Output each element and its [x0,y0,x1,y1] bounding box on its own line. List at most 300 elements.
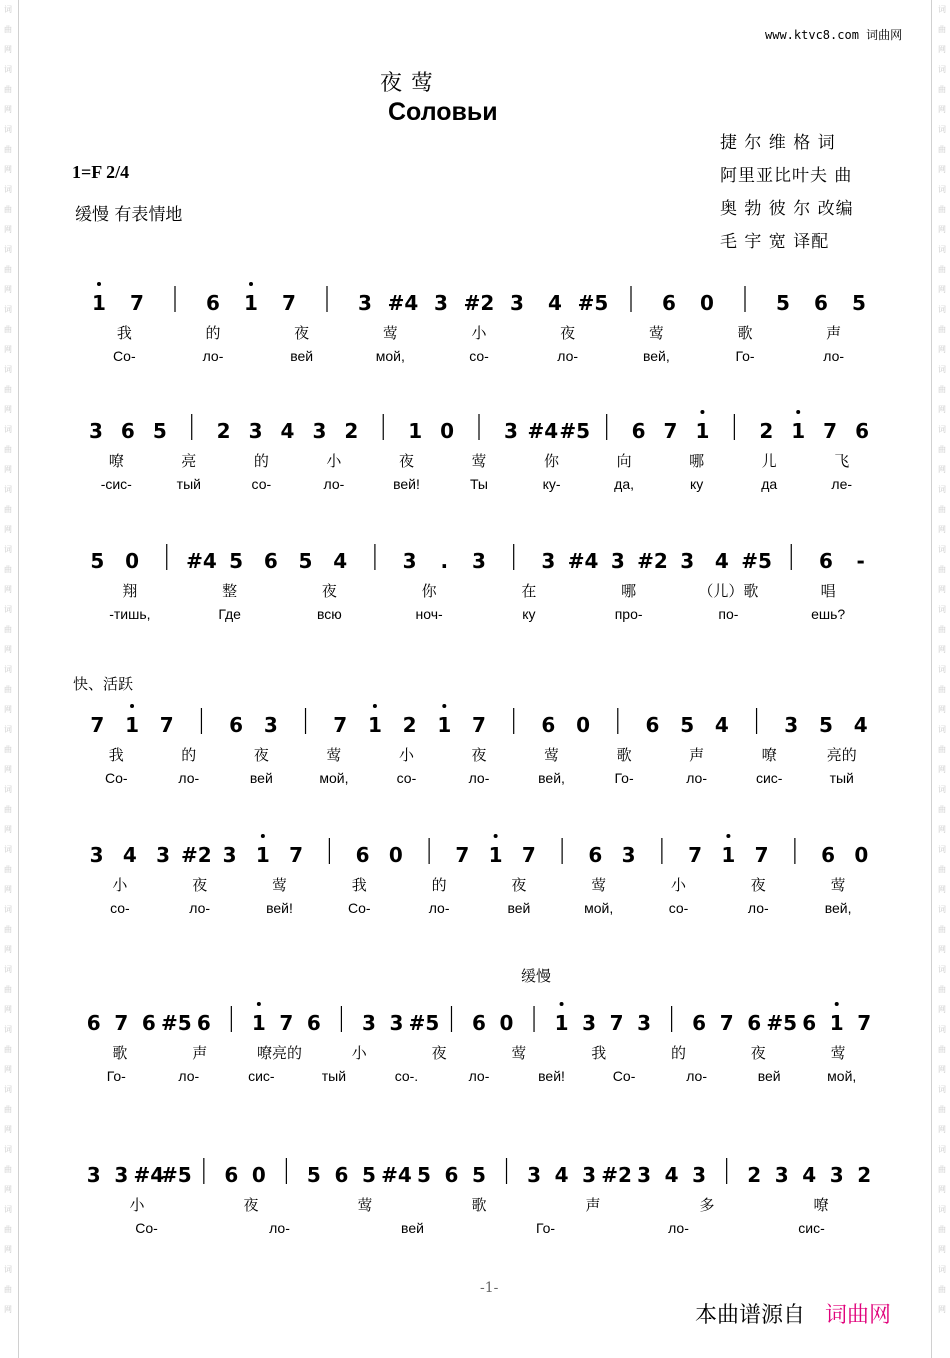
lyric-ru: ло- [178,1068,200,1084]
note: #5 [741,549,772,573]
octave-dot [249,282,253,286]
lyric-ru: ло- [189,900,211,916]
tempo-fast: 快、活跃 [73,675,134,693]
lyric-cn: 声 [585,1196,601,1214]
lyric-ru: Со- [612,1068,636,1084]
lyric-ru: ло- [178,770,200,786]
octave-dot [835,1002,839,1006]
lyric-ru: ло- [468,1068,490,1084]
note: #4 [381,1163,412,1187]
note: #5 [559,419,591,443]
lyric-ru: вей [290,348,314,364]
note: 7 [754,843,769,867]
lyric-ru: Со- [135,1220,158,1236]
octave-dot [796,410,800,414]
lyric-cn: 你 [421,582,437,600]
lyric-ru: мой, [827,1068,857,1084]
octave-dot [726,834,730,838]
note: 4 [853,713,868,737]
lyric-cn: 夜 [294,324,310,342]
lyric-ru: да, [614,476,635,492]
octave-dot [373,704,377,708]
lyric-ru: Ты [470,476,488,492]
note: 3 [692,1163,707,1187]
lyric-ru: ло- [747,900,769,916]
lyric-ru: ло- [323,476,345,492]
key-signature: 1=F 2/4 [72,162,130,182]
lyric-cn: 歌 [112,1044,128,1062]
lyric-ru: ло- [468,770,490,786]
lyric-cn: 向 [616,452,632,470]
note: 7 [279,1011,294,1035]
lyric-ru: вей [507,900,531,916]
lyric-cn: 嘹 [813,1196,829,1214]
note: #2 [463,291,495,315]
note: 7 [719,1011,734,1035]
note: 3 [680,549,695,573]
note: 3 [361,1011,376,1035]
lyric-ru: мой, [584,900,614,916]
note: 1 [367,713,382,737]
tempo-slow: 缓慢 [521,967,552,985]
note: #2 [601,1163,632,1187]
lyric-cn: 声 [689,746,705,764]
note: 7 [282,291,296,315]
note: 4 [554,1163,569,1187]
note: 6 [855,419,870,443]
lyric-cn: 小 [670,876,687,894]
lyric-ru: Где [218,606,241,622]
note: 2 [747,1163,762,1187]
lyric-cn: 哪 [689,452,705,470]
lyric-ru: ло- [823,348,845,364]
lyric-cn: 儿 [761,452,777,470]
octave-dot [494,834,498,838]
note: 7 [857,1011,872,1035]
lyric-ru: вей, [538,770,565,786]
note: 3 [621,843,636,867]
lyric-cn: 在 [521,582,537,600]
note: 6 [814,291,828,315]
note: 3 [637,1011,652,1035]
lyric-cn: 莺 [830,876,846,894]
note: 6 [818,549,833,573]
lyric-ru: всю [316,606,342,622]
credit-lyricist: 捷 尔 维 格 词 [720,133,836,153]
note: 7 [159,713,174,737]
note: 6 [141,1011,156,1035]
lyric-cn: 的 [205,324,221,342]
note: 7 [114,1011,129,1035]
note: 3 [358,291,372,315]
note: #5 [766,1011,798,1035]
note: 7 [663,419,678,443]
note: 1 [255,843,270,867]
note: 7 [333,713,348,737]
note: 7 [823,419,838,443]
note: 7 [289,843,304,867]
tempo-marking: 缓慢 有表情地 [75,205,183,225]
lyric-cn: 你 [544,452,560,470]
note: 1 [92,291,106,315]
source-footer [695,1298,891,1329]
lyric-cn: 夜 [471,746,487,764]
note: 3 [541,549,556,573]
lyric-cn: 我 [108,746,124,764]
note: 0 [251,1163,266,1187]
lyric-ru: ку [522,606,536,622]
note: 4 [664,1163,679,1187]
note: 7 [455,843,470,867]
song-subtitle: Соловьи [388,98,498,126]
note: 6 [541,713,556,737]
lyric-cn: 莺 [544,746,560,764]
note: 4 [280,419,295,443]
lyric-ru: ку- [542,476,561,492]
lyric-ru: Го- [735,348,755,364]
note: 0 [125,549,140,573]
note: 1 [791,419,806,443]
note: 6 [355,843,370,867]
note: 5 [298,549,313,573]
note: 5 [306,1163,321,1187]
note: 4 [333,549,348,573]
lyric-cn: 莺 [471,452,487,470]
lyric-cn: 翔 [122,582,138,600]
note: 5 [90,549,105,573]
note: 5 [776,291,790,315]
lyric-ru: Со- [113,348,136,364]
note: 6 [444,1163,459,1187]
note: 6 [692,1011,707,1035]
note: 4 [802,1163,817,1187]
note: 7 [472,713,486,737]
note: 3 [774,1163,789,1187]
octave-dot [700,410,704,414]
lyric-ru: Го- [535,1220,556,1236]
note: 3 [88,419,103,443]
lyric-cn: 我 [116,324,132,342]
credit-arranger: 奥 勃 彼 尔 改编 [720,199,854,219]
note: #5 [577,291,609,315]
lyric-cn: 声 [826,324,842,342]
note: 3 [389,1011,404,1035]
lyric-ru: со- [251,476,272,492]
lyric-cn: 亮 [181,452,197,470]
lyric-cn: 唱 [820,582,836,600]
lyric-cn: 我 [351,876,367,894]
note: 3 [86,1163,101,1187]
note: 1 [488,843,503,867]
lyric-cn: 莺 [591,876,607,894]
lyric-ru: со- [668,900,689,916]
lyric-cn: 夜 [253,746,269,764]
note: 2 [857,1163,872,1187]
lyric-cn: 的 [431,876,447,894]
note: 3 [527,1163,541,1187]
lyric-ru: тый [176,476,201,492]
lyric-ru: ле- [831,476,853,492]
lyric-cn: 的 [253,452,269,470]
lyric-ru: -тишь, [109,606,151,622]
octave-dot [261,834,265,838]
lyric-ru: да [761,476,778,492]
lyric-cn: 我 [591,1044,607,1062]
lyric-ru: вей, [642,348,670,364]
note: 1 [125,713,140,737]
lyric-ru: со-. [394,1068,419,1084]
note: 4 [122,843,137,867]
note: 3 [248,419,263,443]
note: 3 [156,843,171,867]
note: 6 [821,843,836,867]
note: 4 [714,549,729,573]
note: 6 [263,549,278,573]
lyric-ru: ло- [686,770,708,786]
lyric-cn: 的 [181,746,197,764]
lyric-cn: 夜 [431,1044,447,1062]
note: 3 [510,291,524,315]
site-url: www.ktvc8.com 词曲网 [765,28,903,42]
lyric-cn: 小 [351,1044,367,1062]
note: 3 [222,843,237,867]
note: 6 [662,291,676,315]
note: - [856,549,865,573]
lyric-ru: вей! [538,1068,565,1084]
note: 3 [312,419,327,443]
note: 6 [747,1011,762,1035]
note: . [440,549,449,573]
lyric-cn: 多 [699,1196,715,1214]
lyric-ru: ло- [557,348,579,364]
lyric-ru: со- [396,770,417,786]
note: 3 [610,549,625,573]
note: #5 [160,1163,192,1187]
note: 6 [229,713,244,737]
lyric-cn: 的 [670,1044,687,1062]
note: 5 [361,1163,376,1187]
source-text: 本曲谱源自 [695,1303,806,1328]
note: 7 [90,713,105,737]
note: 1 [829,1011,844,1035]
note: 6 [196,1011,211,1035]
note: 6 [334,1163,349,1187]
note: 3 [503,419,518,443]
watermark-left: 词曲网词曲网词曲网词曲网词曲网词曲网词曲网词曲网词曲网词曲网词曲网词曲网词曲网词曲网词曲网词曲网词曲网词曲网词曲网词曲网词曲网词曲网 [4,5,12,1314]
lyric-ru: сис- [798,1220,825,1236]
note: 1 [244,291,258,315]
lyric-cn: 夜 [321,582,337,600]
note: 3 [434,291,448,315]
note: 2 [216,419,231,443]
note: 6 [645,713,660,737]
note: 1 [554,1011,569,1035]
note: 7 [521,843,536,867]
note: 6 [86,1011,101,1035]
lyric-ru: Со- [104,770,128,786]
note: 2 [344,419,359,443]
lyric-ru: -сис- [100,476,132,492]
lyric-cn: 歌 [471,1196,487,1214]
lyric-ru: вей! [393,476,420,492]
octave-dot [97,282,101,286]
lyric-ru: вей [757,1068,781,1084]
lyric-ru: по- [718,606,739,622]
note: 6 [588,843,603,867]
note: 0 [854,843,869,867]
note: 6 [206,291,220,315]
lyric-cn: 夜 [750,1044,766,1062]
note: 5 [417,1163,431,1187]
lyric-ru: Го- [614,770,634,786]
lyric-cn: 歌 [616,746,632,764]
lyric-ru: Го- [106,1068,126,1084]
note: 6 [802,1011,817,1035]
note: 1 [251,1011,266,1035]
note: 0 [576,713,591,737]
lyric-cn: 整 [222,582,238,600]
lyric-ru: ешь? [811,606,846,622]
lyric-ru: мой, [319,770,349,786]
note: 3 [402,549,417,573]
lyric-ru: тый [829,770,854,786]
note: 3 [89,843,104,867]
octave-dot [560,1002,564,1006]
note: 5 [472,1163,486,1187]
octave-dot [442,704,446,708]
lyric-cn: 夜 [243,1196,259,1214]
lyric-ru: вей [401,1220,424,1236]
note: 4 [548,291,562,315]
lyric-ru: мой, [375,348,405,364]
song-title: 夜 莺 [380,71,434,96]
note: 6 [306,1011,321,1035]
lyric-cn: 莺 [511,1044,527,1062]
note: #4 [527,419,559,443]
lyric-cn: （儿）歌 [698,582,759,600]
octave-dot [130,704,134,708]
lyric-ru: со- [110,900,130,916]
lyric-ru: ло- [428,900,450,916]
note: #4 [186,549,217,573]
note: 5 [818,713,833,737]
lyric-ru: вей, [824,900,852,916]
note: 5 [229,549,244,573]
lyric-ru: ло- [668,1220,689,1236]
note: 3 [472,549,486,573]
lyric-ru: ло- [202,348,224,364]
lyric-ru: вей! [266,900,293,916]
lyric-ru: сис- [755,770,783,786]
lyric-ru: ло- [269,1220,290,1236]
lyric-ru: ло- [686,1068,708,1084]
page-number: -1- [480,1280,499,1296]
note: 2 [759,419,774,443]
lyric-ru: ку [689,476,704,492]
lyric-cn: 嘹 [108,452,124,470]
lyric-cn: 莺 [357,1196,373,1214]
lyric-cn: 夜 [398,452,414,470]
note: 1 [721,843,736,867]
note: #4 [133,1163,165,1187]
note: 0 [499,1011,514,1035]
lyric-cn: 飞 [834,452,850,470]
lyric-cn: 小 [326,452,342,470]
note: 1 [408,419,423,443]
note: 3 [114,1163,129,1187]
note: 1 [695,419,710,443]
lyric-cn: 哪 [621,582,637,600]
note: #5 [160,1011,192,1035]
lyric-cn: 嘹 [761,746,777,764]
note: 5 [152,419,167,443]
note: 6 [224,1163,239,1187]
note: 3 [263,713,278,737]
note: 5 [680,713,695,737]
note: 0 [700,291,714,315]
lyric-cn: 莺 [382,324,398,342]
note: 0 [388,843,403,867]
note: #4 [567,549,599,573]
note: 2 [402,713,417,737]
note: 6 [472,1011,486,1035]
note: 0 [440,419,455,443]
lyric-cn: 小 [471,324,487,342]
note: 4 [714,713,729,737]
note: 3 [582,1163,597,1187]
lyric-cn: 莺 [830,1044,846,1062]
lyric-ru: сис- [248,1068,275,1084]
brand-link[interactable]: 词曲网 [825,1303,892,1328]
note: 6 [631,419,646,443]
note: 7 [688,843,703,867]
lyric-ru: ноч- [415,606,443,622]
lyric-cn: 亮的 [826,746,857,764]
lyric-ru: вей [249,770,273,786]
note: 3 [637,1163,652,1187]
lyric-cn: 声 [192,1044,208,1062]
note: 6 [120,419,135,443]
note: #4 [387,291,419,315]
lyric-cn: 小 [112,876,128,894]
note: 7 [609,1011,624,1035]
lyric-cn: 夜 [511,876,527,894]
lyric-cn: 夜 [192,876,208,894]
lyric-cn: 歌 [737,324,753,342]
lyric-ru: Со- [348,900,371,916]
watermark-right: 词曲网词曲网词曲网词曲网词曲网词曲网词曲网词曲网词曲网词曲网词曲网词曲网词曲网词曲网词曲网词曲网词曲网词曲网词曲网词曲网词曲网词曲网 [938,5,946,1314]
lyric-cn: 莺 [648,324,664,342]
note: 5 [852,291,866,315]
lyric-cn: 小 [129,1196,145,1214]
lyric-cn: 夜 [750,876,766,894]
lyric-cn: 嘹亮的 [256,1044,303,1062]
lyric-cn: 莺 [326,746,342,764]
lyric-cn: 小 [398,746,414,764]
note: 3 [829,1163,844,1187]
lyric-cn: 莺 [271,876,288,894]
note: #2 [181,843,212,867]
lyric-ru: тый [321,1068,347,1084]
lyric-ru: про- [614,606,643,622]
credit-composer: 阿里亚比叶夫 曲 [720,166,853,186]
note: 7 [130,291,144,315]
lyric-ru: со- [469,348,489,364]
note: 1 [437,713,452,737]
credit-translator: 毛 宇 宽 译配 [720,232,830,252]
lyric-cn: 夜 [560,324,576,342]
note: 3 [582,1011,597,1035]
